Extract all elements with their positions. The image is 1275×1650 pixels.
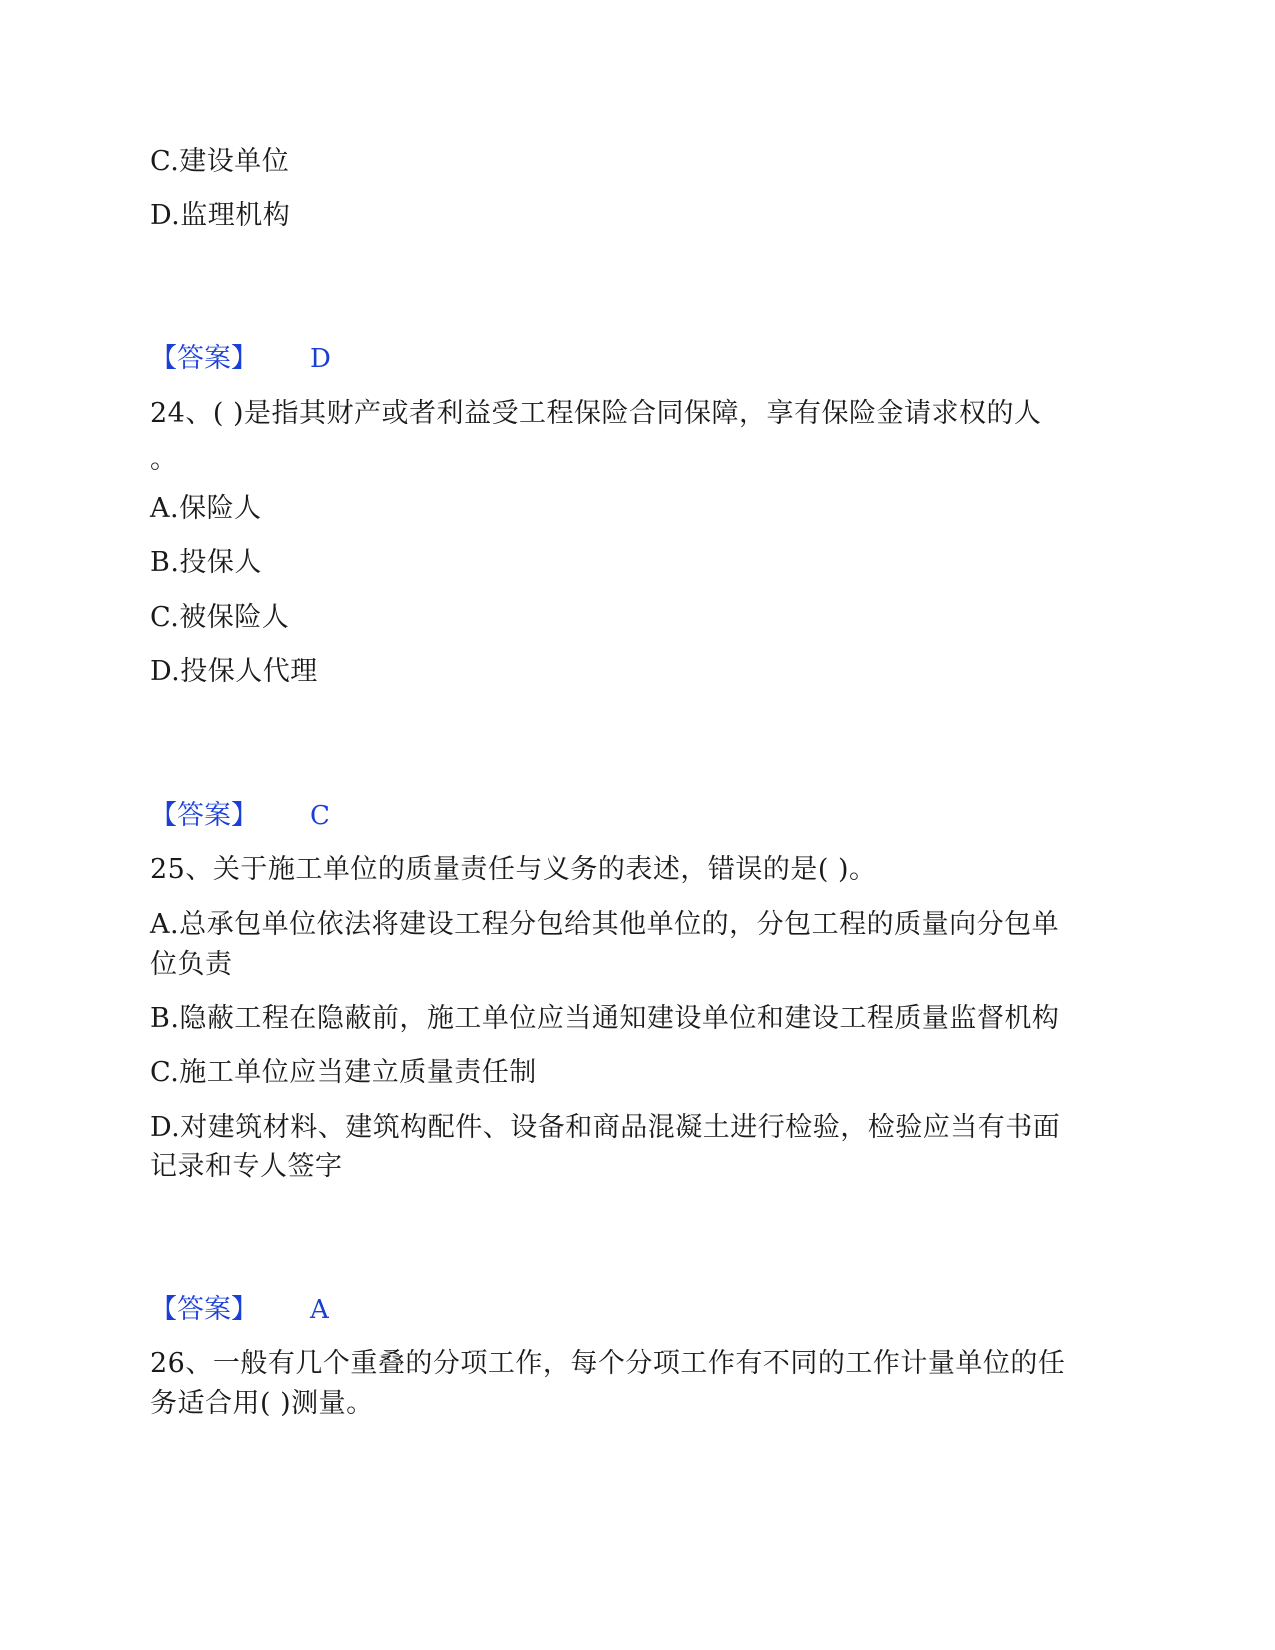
q24-answer [150, 793, 330, 839]
q25-answer [150, 1287, 329, 1333]
q24-option-c: C.被保险人 [150, 602, 290, 633]
answer-label: 【答案】 [150, 800, 258, 831]
q24-option-b: B.投保人 [150, 547, 262, 578]
q26-stem-line2: 务适合用( )测量。 [150, 1388, 374, 1419]
q25-option-d-line2: 记录和专人签字 [150, 1151, 343, 1182]
q23-option-d: D.监理机构 [150, 200, 291, 231]
q24-option-d: D.投保人代理 [150, 656, 318, 687]
answer-value: C [310, 801, 330, 831]
q23-option-c: C.建设单位 [150, 146, 290, 177]
q24-option-a: A.保险人 [150, 493, 262, 524]
q25-option-b: B.隐蔽工程在隐蔽前，施工单位应当通知建设单位和建设工程质量监督机构 [150, 1003, 1060, 1034]
q25-option-d-line1: D.对建筑材料、建筑构配件、设备和商品混凝土进行检验，检验应当有书面 [150, 1112, 1061, 1143]
q24-stem-line1: 24、( )是指其财产或者利益受工程保险合同保障，享有保险金请求权的人 [150, 398, 1042, 429]
q26-stem-line1: 26、一般有几个重叠的分项工作，每个分项工作有不同的工作计量单位的任 [150, 1348, 1066, 1379]
answer-label: 【答案】 [150, 343, 258, 374]
q25-stem: 25、关于施工单位的质量责任与义务的表述，错误的是( )。 [150, 854, 877, 885]
answer-value: D [310, 344, 331, 374]
q25-option-a-line2: 位负责 [150, 949, 233, 980]
q25-option-a-line1: A.总承包单位依法将建设工程分包给其他单位的，分包工程的质量向分包单 [150, 909, 1060, 940]
answer-value: A [310, 1295, 329, 1325]
q23-answer [150, 336, 331, 382]
q25-option-c: C.施工单位应当建立质量责任制 [150, 1057, 537, 1088]
answer-label: 【答案】 [150, 1294, 258, 1325]
q24-stem-line2: 。 [150, 444, 178, 475]
